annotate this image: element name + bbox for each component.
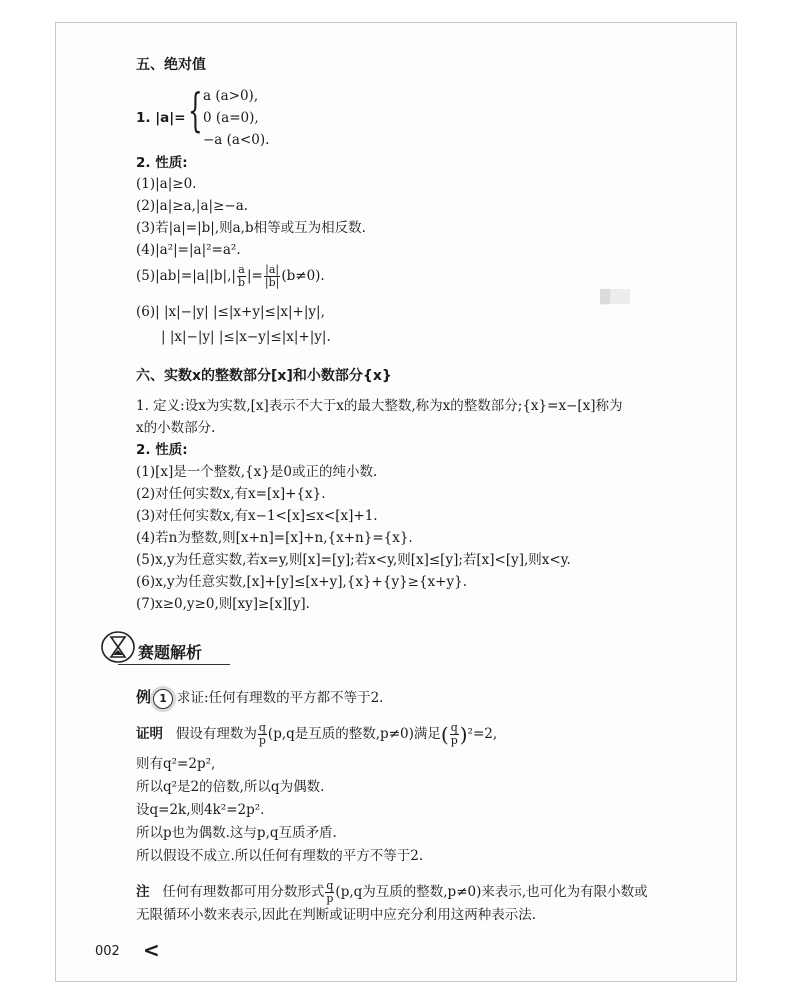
s6-prop-5: (5)x,y为任意实数,若x=y,则[x]=[y];若x<y,则[x]≤[y];若[x]<[y],则x<y. [136,552,571,568]
s5-prop-3: (3)若|a|=|b|,则a,b相等或互为相反数. [136,220,366,236]
page-number: 002 [95,944,120,959]
fraction-q-over-p: $\frac{q}{p}$ [258,721,266,747]
analysis-title: 赛题解析 [138,643,203,662]
proof-line-6: 所以假设不成立.所以任何有理数的平方不等于2. [136,848,424,864]
section-underline [118,664,230,665]
abs-case-2: 0 (a=0), [203,110,259,126]
s5-prop-2: (2)|a|≥a,|a|≥−a. [136,198,249,214]
s6-prop-2: (2)对任何实数x,有x=[x]+{x}. [136,486,326,502]
s5-prop-6b: | |x|−|y| |≤|x−y|≤|x|+|y|. [161,329,331,345]
proof-line-4: 设q=2k,则4k²=2p². [136,802,265,818]
s5-prop-6a: (6)| |x|−|y| |≤|x+y|≤|x|+|y|, [136,304,325,320]
s5-prop-4: (4)|a²|=|a|²=a². [136,242,241,258]
s6-prop-3: (3)对任何实数x,有x−1<[x]≤x<[x]+1. [136,508,378,524]
s5-prop-1: (1)|a|≥0. [136,176,197,192]
note-line-1: 注 任何有理数都可用分数形式 $\frac{q}{p}$ (p,q为互质的整数,p≠0)来表示,也可化为有限小数或 [136,879,648,905]
example-number-badge: 1 [153,689,173,709]
s6-prop-7: (7)x≥0,y≥0,则[xy]≥[x][y]. [136,596,310,612]
fraction-q-over-p-note: $\frac{q}{p}$ [326,879,334,905]
fraction-a-over-b: $\frac{a}{b}$ [237,263,245,289]
abs-case-1: a (a>0), [203,88,259,104]
example-1: 例 1 求证:任何有理数的平方都不等于2. [136,688,383,709]
abs-def-prefix: 1. |a|= [136,110,186,126]
brace-icon: { [188,83,203,137]
proof-line-5: 所以p也为偶数.这与p,q互质矛盾. [136,825,337,841]
show-through-mark: █▒▒ [600,290,630,305]
proof-line-2: 则有q²=2p², [136,756,216,772]
proof-line-1: 证明 假设有理数为 $\frac{q}{p}$ (p,q是互质的整数,p≠0)满足( $\frac{q}{p}$ )²=2, [136,721,498,747]
s6-prop-1: (1)[x]是一个整数,{x}是0或正的纯小数. [136,464,378,480]
s6-prop-4: (4)若n为整数,则[x+n]=[x]+n,{x+n}={x}. [136,530,413,546]
example-text: 求证:任何有理数的平方都不等于2. [177,690,384,706]
s6-prop-6: (6)x,y为任意实数,[x]+[y]≤[x+y],{x}+{y}≥{x+y}. [136,574,467,590]
s6-prop-title: 2. 性质: [136,442,188,458]
s5-prop-title: 2. 性质: [136,155,188,171]
proof-line-3: 所以q²是2的倍数,所以q为偶数. [136,779,325,795]
s5-prop-5: (5)|ab|=|a||b|,| $\frac{a}{b}$ |= $\frac{|a|}{|b|}$ (b≠0). [136,263,325,289]
section-5-title: 五、绝对值 [136,57,206,73]
hourglass-icon [100,630,136,664]
s6-def-line-1: 1. 定义:设x为实数,[x]表示不大于x的最大整数,称为x的整数部分;{x}=x−[x]称为 [136,398,623,414]
s6-def-line-2: x的小数部分. [136,420,216,436]
fraction-q-over-p-squared: $\frac{q}{p}$ [450,721,458,747]
section-6-title: 六、实数x的整数部分[x]和小数部分{x} [136,368,392,384]
abs-case-3: −a (a<0). [203,132,270,148]
fraction-abs-a-over-abs-b: $\frac{|a|}{|b|}$ [264,263,280,289]
chevron-left-icon[interactable]: < [143,938,160,962]
note-line-2: 无限循环小数来表示,因此在判断或证明中应充分利用这两种表示法. [136,907,537,923]
